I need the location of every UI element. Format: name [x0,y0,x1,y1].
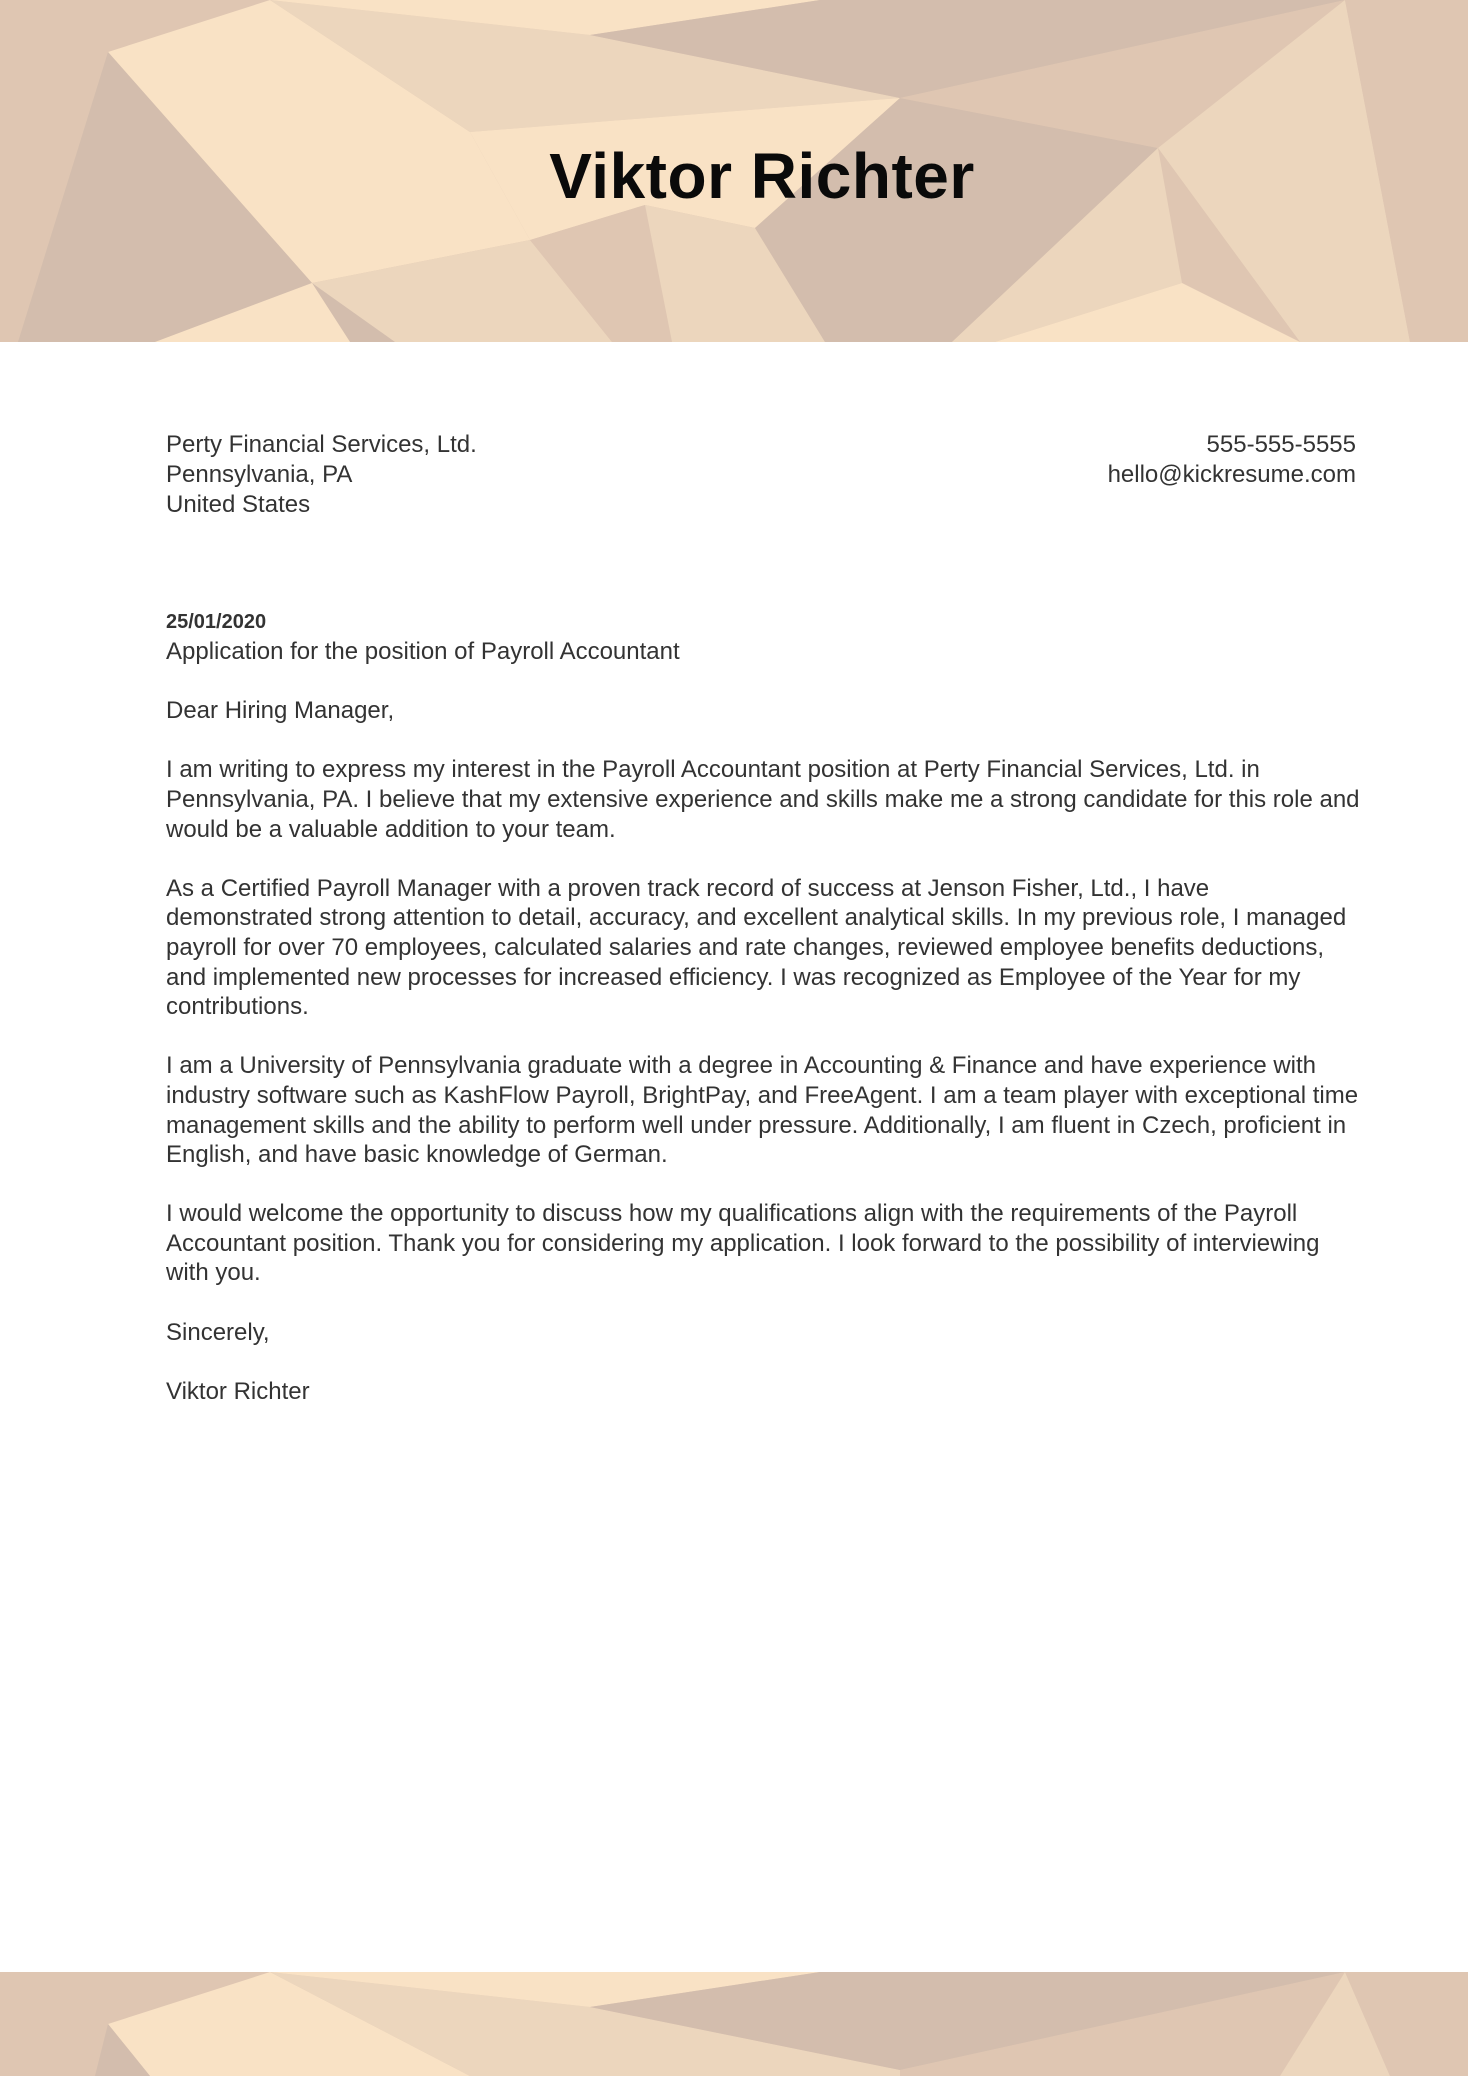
letter-salutation: Dear Hiring Manager, [166,697,395,725]
letter-date: 25/01/2020 [166,611,267,633]
contact-info [1108,430,1356,490]
contact-phone: 555-555-5555 [1206,431,1356,458]
letter-subject: Application for the position of Payroll Accountant [166,638,680,665]
header-banner [0,0,1468,342]
letter-paragraph: As a Certified Payroll Manager with a proven track record of success at Jenson Fisher, Ltd., I have demonstrated strong attention to detail, accuracy, and excellent analytical skills. In my previous role, I managed payroll for over 70 employees, calculated salaries and rate changes, reviewed employee benefits deductions, and implemented new processes for increased efficiency. I was recognized as Employee of the Year for my contributions. [166,874,1347,1021]
letter-paragraph: I am a University of Pennsylvania graduate with a degree in Accounting & Finance and have experience with industry software such as KashFlow Payroll, BrightPay, and FreeAgent. I am a team player with exceptional time management skills and the ability to perform well under pressure. Additionally, I am fluent in Czech, proficient in English, and have basic knowledge of German. [166,1052,1359,1169]
letter-paragraph: I would welcome the opportunity to discuss how my qualifications align with the requirements of the Payroll Accountant position. Thank you for considering my application. I look forward to the possibility of interviewing with you. [166,1200,1320,1287]
letter-paragraph: I am writing to express my interest in the Payroll Accountant position at Perty Financial Services, Ltd. in Pennsylvania, PA. I believe that my extensive experience and skills make me a strong candidate for this role and would be a valuable addition to your team. [166,756,1360,843]
recipient-location: Pennsylvania, PA [166,461,353,488]
letter-body [166,607,1362,1436]
polygon-pattern-footer [0,1972,1468,2076]
applicant-name: Viktor Richter [549,140,975,212]
letter-closing: Sincerely, [166,1318,270,1346]
recipient-country: United States [166,491,311,518]
footer-banner [0,1972,1468,2076]
letter-signature: Viktor Richter [166,1377,310,1405]
recipient-address [166,430,477,520]
contact-email: hello@kickresume.com [1107,461,1356,488]
recipient-company: Perty Financial Services, Ltd. [166,431,477,458]
